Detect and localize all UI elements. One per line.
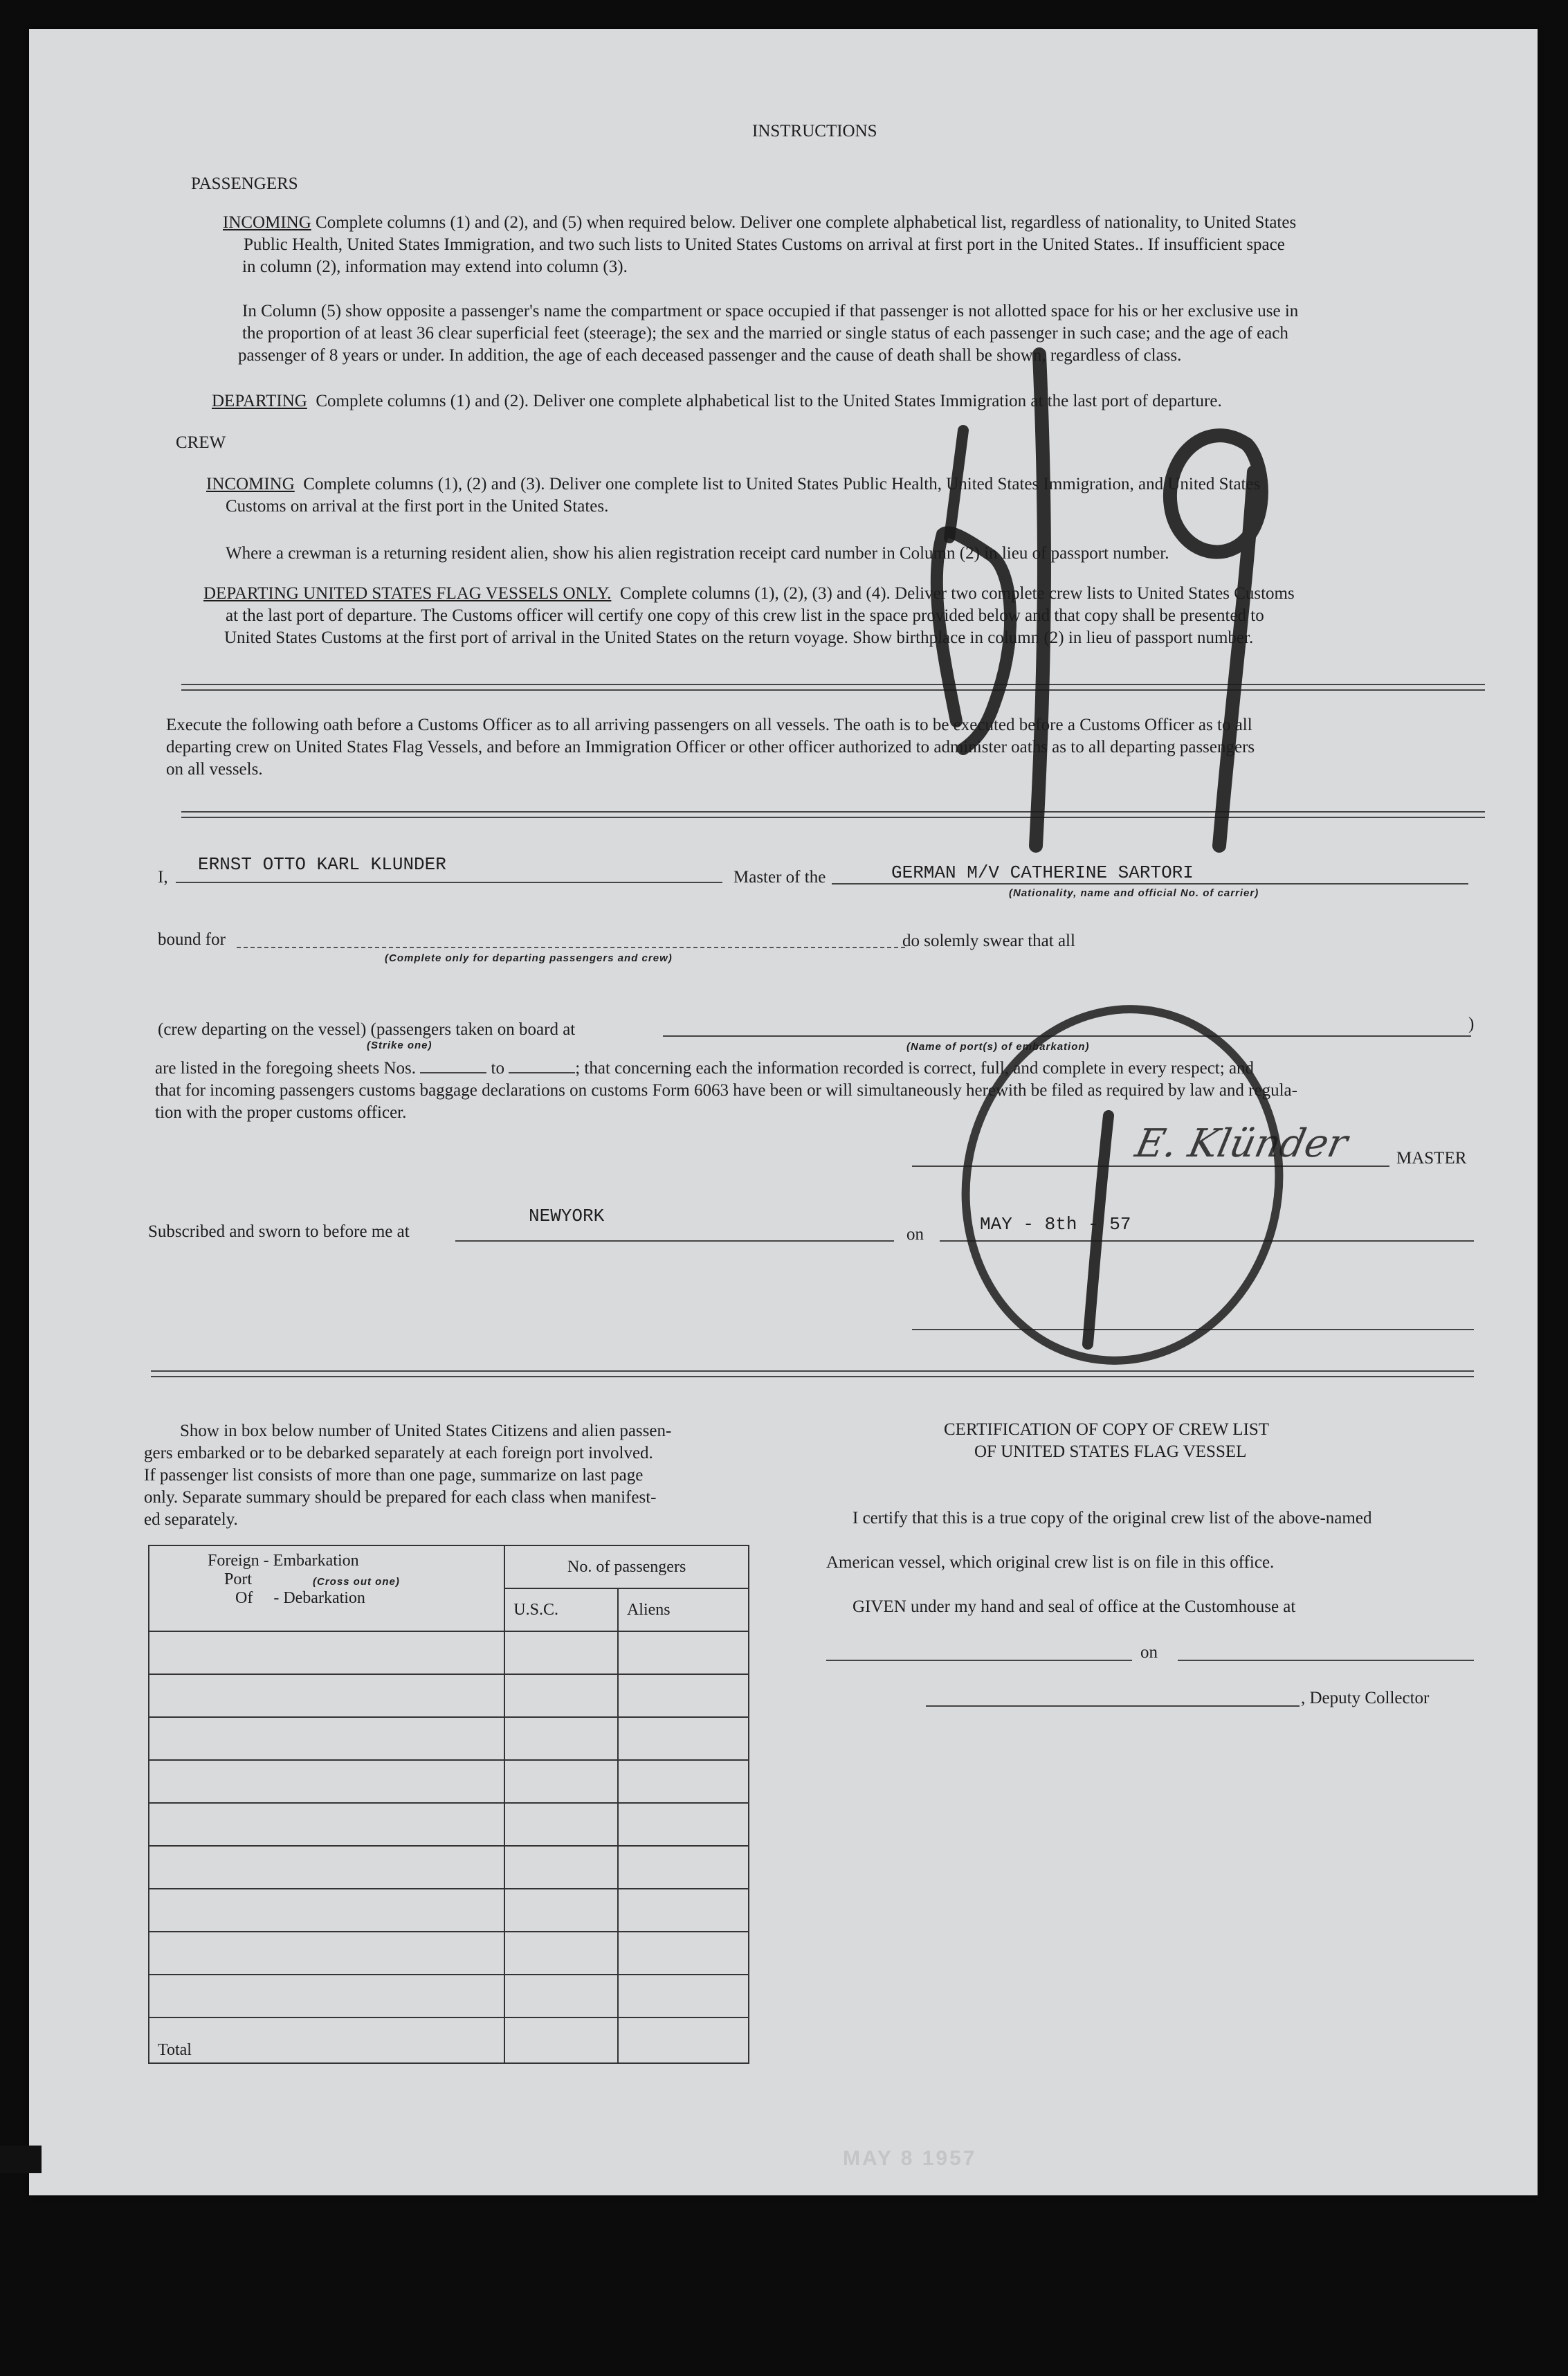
master-name: ERNST OTTO KARL KLUNDER — [198, 854, 446, 875]
cert-title-line2: OF UNITED STATES FLAG VESSEL — [974, 1442, 1247, 1461]
crew-incoming-line2: Customs on arrival at the first port in the United States. — [226, 497, 609, 516]
column5-line3: passenger of 8 years or under. In addition, the age of each deceased passenger and the cause of death shall be shown, regardless of class. — [238, 346, 1182, 365]
h-cross: (Cross out one) — [313, 1576, 400, 1588]
summary-line2: gers embarked or to be debarked separately at each foreign port involved. — [144, 1444, 653, 1462]
passengers-incoming-line3: in column (2), information may extend into column (3). — [242, 257, 628, 276]
summary-line5: ed separately. — [144, 1510, 238, 1529]
incoming-text: Complete columns (1) and (2), and (5) when required below. Deliver one complete alphabetical list, regardless of nationality, to United States — [316, 213, 1297, 232]
vessel-name: GERMAN M/V CATHERINE SARTORI — [891, 862, 1194, 883]
bound-caption: (Complete only for departing passengers and crew) — [385, 952, 673, 964]
sheets-line2: that for incoming passengers customs baggage declarations on customs Form 6063 have been or will simultaneously herewith be filed as required by law and regula- — [155, 1081, 1297, 1100]
faint-date-stamp: MAY 8 1957 — [843, 2147, 977, 2170]
oath-intro-line3: on all vessels. — [166, 760, 263, 779]
crew-incoming-label: INCOMING — [206, 475, 295, 493]
column5-line1: In Column (5) show opposite a passenger's name the compartment or space occupied if that passenger is not allotted space for his or her exclusive use in — [242, 302, 1299, 320]
crew-departing-text: Complete columns (1), (2), (3) and (4). Deliver two complete crew lists to United States Customs — [619, 584, 1295, 603]
subscribed-label: Subscribed and sworn to before me at — [148, 1222, 410, 1241]
cert-title-line1: CERTIFICATION OF COPY OF CREW LIST — [944, 1420, 1270, 1439]
passengers-heading: PASSENGERS — [191, 174, 298, 193]
summary-line4: only. Separate summary should be prepared for each class when manifest- — [144, 1488, 657, 1507]
bound-for-label: bound for — [158, 930, 226, 949]
crew-heading: CREW — [176, 433, 226, 452]
master-label: MASTER — [1396, 1149, 1467, 1168]
crew-departing-line2: at the last port of departure. The Customs officer will certify one copy of this crew list in the space provided below and that copy shall be presented to — [226, 606, 1264, 625]
summary-line1: Show in box below number of United States Citizens and alien passen- — [180, 1422, 672, 1440]
crew-departing-line3: United States Customs at the first port of arrival in the United States on the return voyage. Show birthplace in column (2) in lieu of passport number. — [224, 628, 1254, 647]
oath-intro-line2: departing crew on United States Flag Vessels, and before an Immigration Officer or other officer authorized to administer oaths as to all departing passengers — [166, 738, 1255, 756]
cert-line2: American vessel, which original crew list is on file in this office. — [826, 1553, 1275, 1572]
departing-label: DEPARTING — [212, 392, 307, 410]
h-aliens: Aliens — [618, 1588, 749, 1631]
sworn-place: NEWYORK — [529, 1206, 605, 1226]
crew-incoming-text: Complete columns (1), (2) and (3). Deliver one complete list to United States Public Health, United States Immigration, and United States — [303, 475, 1261, 493]
h-foreign: Foreign - Embarkation — [208, 1552, 359, 1570]
cert-on-label: on — [1140, 1643, 1158, 1662]
oath-i-label: I, — [158, 868, 168, 887]
crew-departing-oath-text: (crew departing on the vessel) (passengers taken on board at — [158, 1020, 576, 1039]
h-of: Of - Debarkation — [235, 1589, 365, 1607]
sheets-to: to — [491, 1059, 504, 1078]
oath-intro-line1: Execute the following oath before a Customs Officer as to all arriving passengers on all vessels. The oath is to be executed before a Customs Officer as to all — [166, 716, 1252, 734]
h-nopass: No. of passengers — [504, 1545, 749, 1588]
cert-line3: GIVEN under my hand and seal of office at the Customhouse at — [853, 1597, 1296, 1616]
strike-caption: (Strike one) — [367, 1040, 432, 1051]
sheets-line3: tion with the proper customs officer. — [155, 1103, 407, 1122]
close-paren: ) — [1468, 1015, 1475, 1033]
deputy-collector-label: , Deputy Collector — [1301, 1689, 1430, 1707]
departing-text: Complete columns (1) and (2). Deliver one complete alphabetical list to the United States Immigration at the last port of departure. — [316, 392, 1222, 410]
handwritten-circled-digit-1 — [1088, 1116, 1109, 1344]
sheets-suffix: ; that concerning each the information recorded is correct, full, and complete in every respect; and — [575, 1059, 1255, 1078]
passengers-incoming-line2: Public Health, United States Immigration, and two such lists to United States Customs on arrival at first port in the United States.. If insufficient space — [244, 235, 1285, 254]
cert-line1: I certify that this is a true copy of the original crew list of the above-named — [853, 1509, 1372, 1527]
handwritten-circle — [933, 980, 1311, 1390]
swear-text: do solemly swear that all — [902, 932, 1075, 950]
manifest-page — [29, 29, 1538, 2195]
ports-caption: (Name of port(s) of embarkation) — [906, 1041, 1090, 1053]
master-of-label: Master of the — [733, 868, 826, 887]
handwritten-digit-1 — [1036, 354, 1044, 846]
on-label: on — [906, 1225, 924, 1244]
master-signature: E. Klünder — [1131, 1121, 1352, 1166]
incoming-label: INCOMING — [223, 213, 311, 232]
sworn-date: MAY - 8th - 57 — [980, 1214, 1131, 1235]
column5-line2: the proportion of at least 36 clear superficial feet (steerage); the sex and the married or single status of each passenger in such case; and the age of each — [242, 324, 1288, 343]
crewman-alien-text: Where a crewman is a returning resident alien, show his alien registration receipt card number in Column (2) in lieu of passport number. — [226, 544, 1169, 563]
crew-departing-label: DEPARTING UNITED STATES FLAG VESSELS ONLY. — [203, 584, 612, 603]
h-usc: U.S.C. — [504, 1588, 618, 1631]
sheets-prefix: are listed in the foregoing sheets Nos. — [155, 1059, 416, 1078]
handwritten-digit-5 — [937, 532, 1010, 749]
scan-edge — [0, 2146, 42, 2173]
handwritten-digit-9 — [1170, 435, 1261, 846]
total-label: Total — [149, 2017, 504, 2063]
h-port: Port — [224, 1570, 253, 1588]
handwritten-marks — [29, 29, 1538, 2195]
instructions-title: INSTRUCTIONS — [752, 122, 877, 140]
vessel-caption: (Nationality, name and official No. of carrier) — [1009, 887, 1259, 899]
summary-line3: If passenger list consists of more than one page, summarize on last page — [144, 1466, 644, 1485]
